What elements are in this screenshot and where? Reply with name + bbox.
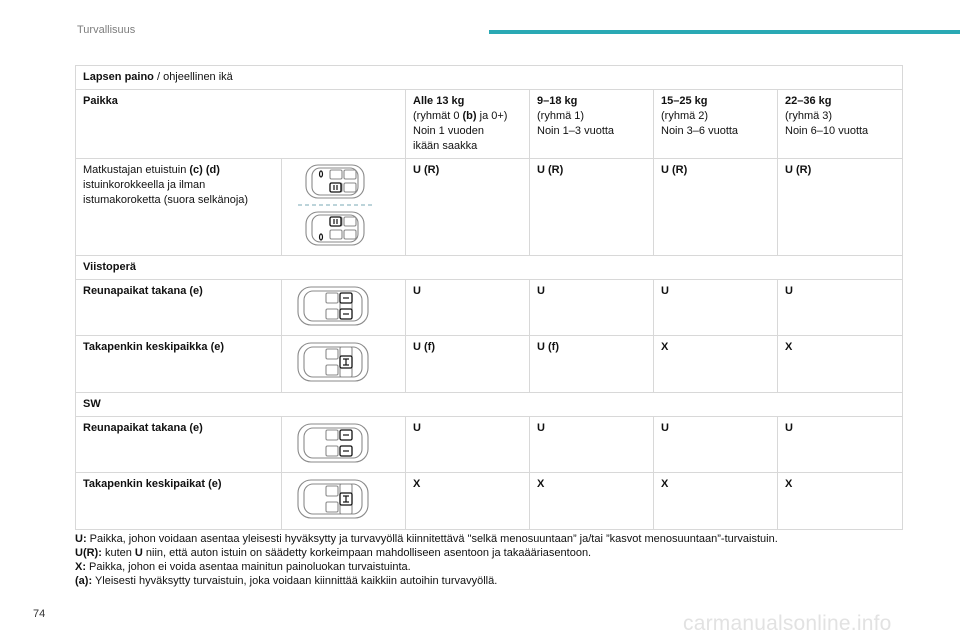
hatch-row-1-value-3: X xyxy=(778,336,903,393)
table-row-front-seat xyxy=(76,159,903,256)
front-seat-refs: (c) (d) xyxy=(189,164,220,176)
header-accent-bar xyxy=(489,30,960,34)
rear-center-seat-diagram-icon xyxy=(288,476,398,522)
table-row xyxy=(76,417,903,473)
hatch-row-0-value-3: U xyxy=(778,280,903,336)
group-0-ref-b: (b) xyxy=(462,110,477,122)
hatch-row-0-value-1: U xyxy=(530,280,654,336)
group-2-weight: 15–25 kg xyxy=(661,95,708,107)
hatch-row-0-value-2: U xyxy=(654,280,778,336)
note-u-text: Paikka, johon voidaan asentaa yleisesti hyväksytty ja turvavyöllä kiinnitettävä "selkä menosuuntaan” ja/tai ”kasvot menosuuntaan”-turvaistuin. xyxy=(86,533,778,545)
front-seat-label-pre: Matkustajan etuistuin xyxy=(83,164,190,176)
table-row-section-hatch xyxy=(76,256,903,280)
group-3-header xyxy=(778,90,903,159)
group-0-weight: Alle 13 kg xyxy=(413,95,465,107)
hatch-row-0-label: Reunapaikat takana (e) xyxy=(76,280,282,336)
watermark: carmanualsonline.info xyxy=(683,612,892,635)
child-seat-table xyxy=(75,65,903,530)
group-0-age-1: Noin 1 vuoden xyxy=(413,125,484,137)
sw-row-0-label: Reunapaikat takana (e) xyxy=(76,417,282,473)
note-u-key: U: xyxy=(75,533,87,545)
hatch-row-0-diagram-cell xyxy=(282,280,406,336)
seat-column-header: Paikka xyxy=(76,90,406,159)
hatch-row-1-label: Takapenkin keskipaikka (e) xyxy=(76,336,282,393)
note-a-key: (a): xyxy=(75,575,93,587)
sw-row-0-diagram-cell xyxy=(282,417,406,473)
table-row-columns xyxy=(76,90,903,159)
table-row-weight xyxy=(76,66,903,90)
page-number: 74 xyxy=(33,608,46,620)
note-a xyxy=(75,574,915,588)
group-1-weight: 9–18 kg xyxy=(537,95,578,107)
front-seat-diagram-cell xyxy=(282,159,406,256)
hatch-row-1-value-2: X xyxy=(654,336,778,393)
front-seat-value-1: U (R) xyxy=(530,159,654,256)
hatch-row-0-value-0: U xyxy=(406,280,530,336)
hatch-row-1-value-0: U (f) xyxy=(406,336,530,393)
hatch-row-1-diagram-cell xyxy=(282,336,406,393)
front-seat-value-2: U (R) xyxy=(654,159,778,256)
sw-row-0-value-2: U xyxy=(654,417,778,473)
sw-row-0-value-1: U xyxy=(530,417,654,473)
sw-row-1-value-0: X xyxy=(406,473,530,530)
note-x-text: Paikka, johon ei voida asentaa mainitun painoluokan turvaistuinta. xyxy=(86,561,411,573)
front-seat-label xyxy=(76,159,282,256)
group-0-range-pre: (ryhmät 0 xyxy=(413,110,463,122)
group-3-group: (ryhmä 3) xyxy=(785,110,833,122)
sw-row-1-value-2: X xyxy=(654,473,778,530)
note-ur-key2: U xyxy=(134,547,143,559)
sw-row-0-value-3: U xyxy=(778,417,903,473)
note-ur xyxy=(75,546,915,560)
note-x-key: X: xyxy=(75,561,86,573)
note-ur-text-a: kuten xyxy=(101,547,135,559)
group-1-age: Noin 1–3 vuotta xyxy=(537,125,615,137)
front-seat-label-rest: istuinkorokkeella ja ilman istumakoroketta (suora selkänoja) xyxy=(83,179,249,206)
front-seat-value-3: U (R) xyxy=(778,159,903,256)
front-passenger-seat-diagram-icon xyxy=(288,162,398,248)
table-row xyxy=(76,473,903,530)
section-sw: SW xyxy=(76,393,903,417)
table-row-section-sw xyxy=(76,393,903,417)
weight-header-cell xyxy=(76,66,903,90)
weight-label: Lapsen paino xyxy=(83,71,154,83)
hatch-row-1-value-1: U (f) xyxy=(530,336,654,393)
group-3-weight: 22–36 kg xyxy=(785,95,832,107)
group-0-range xyxy=(413,109,522,124)
group-0-range-post: ja 0+) xyxy=(476,110,508,122)
note-u xyxy=(75,532,915,546)
rear-outer-seats-diagram-icon xyxy=(288,420,398,466)
group-2-group: (ryhmä 2) xyxy=(661,110,709,122)
group-3-age: Noin 6–10 vuotta xyxy=(785,125,869,137)
legend-notes xyxy=(75,532,915,588)
group-2-age: Noin 3–6 vuotta xyxy=(661,125,739,137)
note-ur-key: U(R): xyxy=(75,547,102,559)
sw-row-1-value-1: X xyxy=(530,473,654,530)
weight-label-rest: / ohjeellinen ikä xyxy=(153,71,233,83)
section-hatchback: Viistoperä xyxy=(76,256,903,280)
table-row xyxy=(76,280,903,336)
group-0-age-2: ikään saakka xyxy=(413,140,478,152)
page-header-title: Turvallisuus xyxy=(77,24,136,36)
rear-center-seat-diagram-icon xyxy=(288,339,398,385)
group-0-header xyxy=(406,90,530,159)
rear-outer-seats-diagram-icon xyxy=(288,283,398,329)
note-ur-text-b: niin, että auton istuin on säädetty korkeimpaan mahdolliseen asentoon ja takaääriasentoon. xyxy=(142,547,592,559)
group-1-header xyxy=(530,90,654,159)
group-1-group: (ryhmä 1) xyxy=(537,110,585,122)
group-2-header xyxy=(654,90,778,159)
sw-row-1-diagram-cell xyxy=(282,473,406,530)
sw-row-1-label: Takapenkin keskipaikat (e) xyxy=(76,473,282,530)
note-a-text: Yleisesti hyväksytty turvaistuin, joka voidaan kiinnittää kaikkiin autoihin turvavyöllä. xyxy=(92,575,498,587)
note-x xyxy=(75,560,915,574)
table-row xyxy=(76,336,903,393)
sw-row-1-value-3: X xyxy=(778,473,903,530)
sw-row-0-value-0: U xyxy=(406,417,530,473)
front-seat-value-0: U (R) xyxy=(406,159,530,256)
